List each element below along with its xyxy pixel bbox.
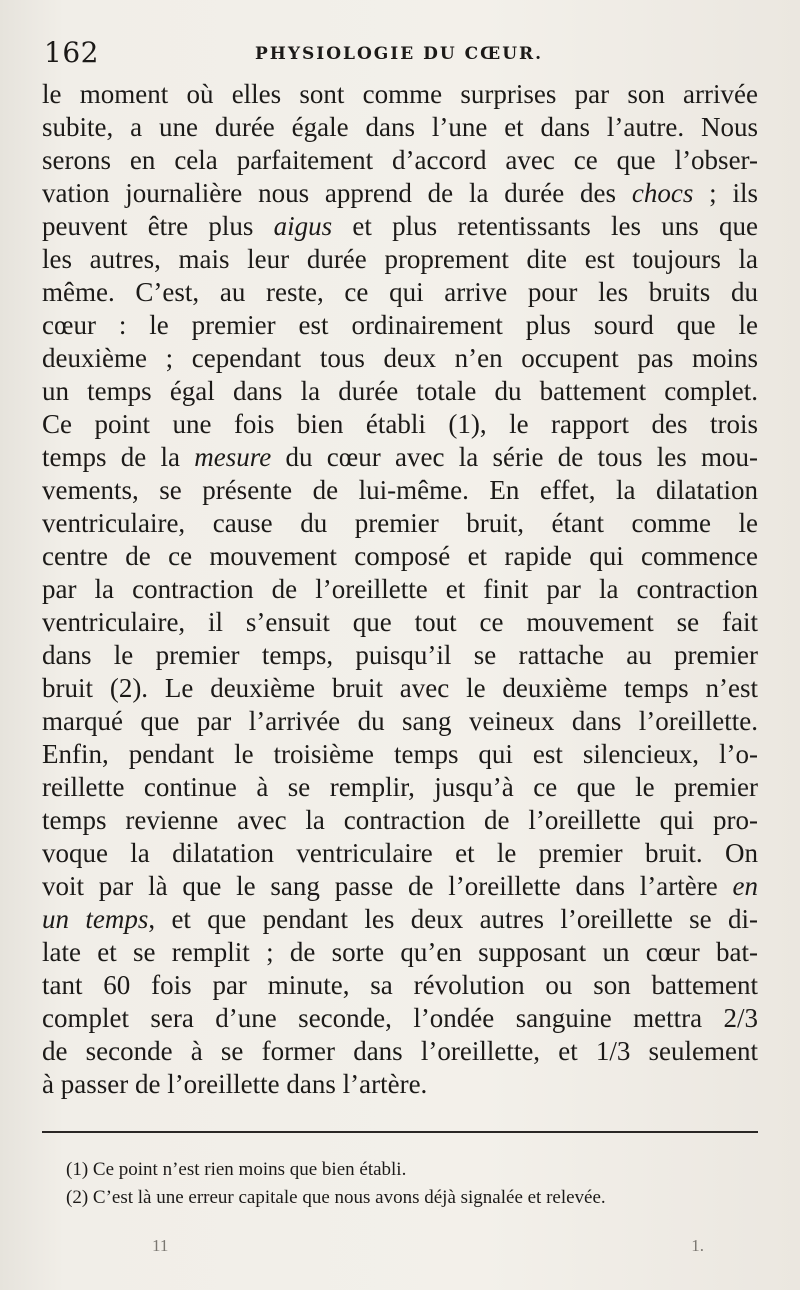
text-line: tant 60 fois par minute, sa révolution ou son battement <box>42 970 758 1000</box>
text-line <box>42 903 758 936</box>
signature-marks <box>152 1236 704 1256</box>
page-header <box>40 34 760 74</box>
text-line: les autres, mais leur durée proprement dite est toujours la <box>42 244 758 274</box>
page-number: 162 <box>44 36 99 69</box>
signature-mark-left: 11 <box>152 1236 169 1255</box>
text-segment: voit par là que le sang passe de l’oreillette dans l’artère <box>42 871 733 901</box>
italic-text: mesure <box>194 442 272 472</box>
text-segment: vation journalière nous apprend de la durée des <box>42 178 632 208</box>
text-line: deuxième ; cependant tous deux n’en occupent pas moins <box>42 343 758 373</box>
text-line: reillette continue à se remplir, jusqu’à ce que le premier <box>42 772 758 802</box>
text-line: vements, se présente de lui-même. En effet, la dilatation <box>42 475 758 505</box>
text-line: temps revienne avec la contraction de l’oreillette qui pro- <box>42 805 758 835</box>
text-line: ventriculaire, il s’ensuit que tout ce mouvement se fait <box>42 607 758 637</box>
text-line: marqué que par l’arrivée du sang veineux dans l’oreillette. <box>42 706 758 736</box>
text-line: dans le premier temps, puisqu’il se rattache au premier <box>42 640 758 670</box>
text-line: à passer de l’oreillette dans l’artère. <box>42 1069 428 1099</box>
italic-text: en <box>732 871 758 901</box>
text-line: de seconde à se former dans l’oreillette, et 1/3 seulement <box>42 1036 758 1066</box>
footnote: (1) Ce point n’est rien moins que bien établi. <box>66 1159 407 1180</box>
text-line: bruit (2). Le deuxième bruit avec le deuxième temps n’est <box>42 673 758 703</box>
italic-text: un temps <box>42 904 149 934</box>
text-line: cœur : le premier est ordinairement plus sourd que le <box>42 310 758 340</box>
text-line: voque la dilatation ventriculaire et le premier bruit. On <box>42 838 758 868</box>
text-line: serons en cela parfaitement d’accord avec ce que l’obser- <box>42 145 758 175</box>
text-line: ventriculaire, cause du premier bruit, étant comme le <box>42 508 758 538</box>
text-segment: temps de la <box>42 442 195 472</box>
text-line: late et se remplit ; de sorte qu’en supposant un cœur bat- <box>42 937 758 967</box>
body-text <box>42 78 758 1101</box>
text-line: Ce point une fois bien établi (1), le rapport des trois <box>42 409 758 439</box>
text-segment: et plus retentissants les uns que <box>332 211 758 241</box>
italic-text: aigus <box>273 211 333 241</box>
text-line: centre de ce mouvement composé et rapide qui commence <box>42 541 758 571</box>
text-segment: du cœur avec la série de tous les mou- <box>271 442 758 472</box>
running-head: PHYSIOLOGIE DU CŒUR. <box>255 44 544 64</box>
footnote-separator <box>42 1131 758 1133</box>
text-line: complet sera d’une seconde, l’ondée sanguine mettra 2/3 <box>42 1003 758 1033</box>
text-segment: ; ils <box>693 178 759 208</box>
signature-mark-right: 1. <box>691 1236 704 1255</box>
text-line <box>42 177 758 210</box>
italic-text: chocs <box>631 178 694 208</box>
text-line: par la contraction de l’oreillette et finit par la contraction <box>42 574 758 604</box>
text-segment: peuvent être plus <box>42 211 274 241</box>
text-line: subite, a une durée égale dans l’une et dans l’autre. Nous <box>42 112 758 142</box>
text-segment: , et que pendant les deux autres l’oreillette se di- <box>148 904 758 934</box>
text-line <box>42 441 758 474</box>
footnotes <box>66 1156 746 1212</box>
text-line <box>42 210 758 243</box>
footnote: (2) C’est là une erreur capitale que nous avons déjà signalée et relevée. <box>66 1187 606 1208</box>
text-line: même. C’est, au reste, ce qui arrive pour les bruits du <box>42 277 758 307</box>
text-line: le moment où elles sont comme surprises par son arrivée <box>42 79 758 109</box>
text-line: Enfin, pendant le troisième temps qui est silencieux, l’o- <box>42 739 758 769</box>
text-line <box>42 870 758 903</box>
text-line: un temps égal dans la durée totale du battement complet. <box>42 376 758 406</box>
